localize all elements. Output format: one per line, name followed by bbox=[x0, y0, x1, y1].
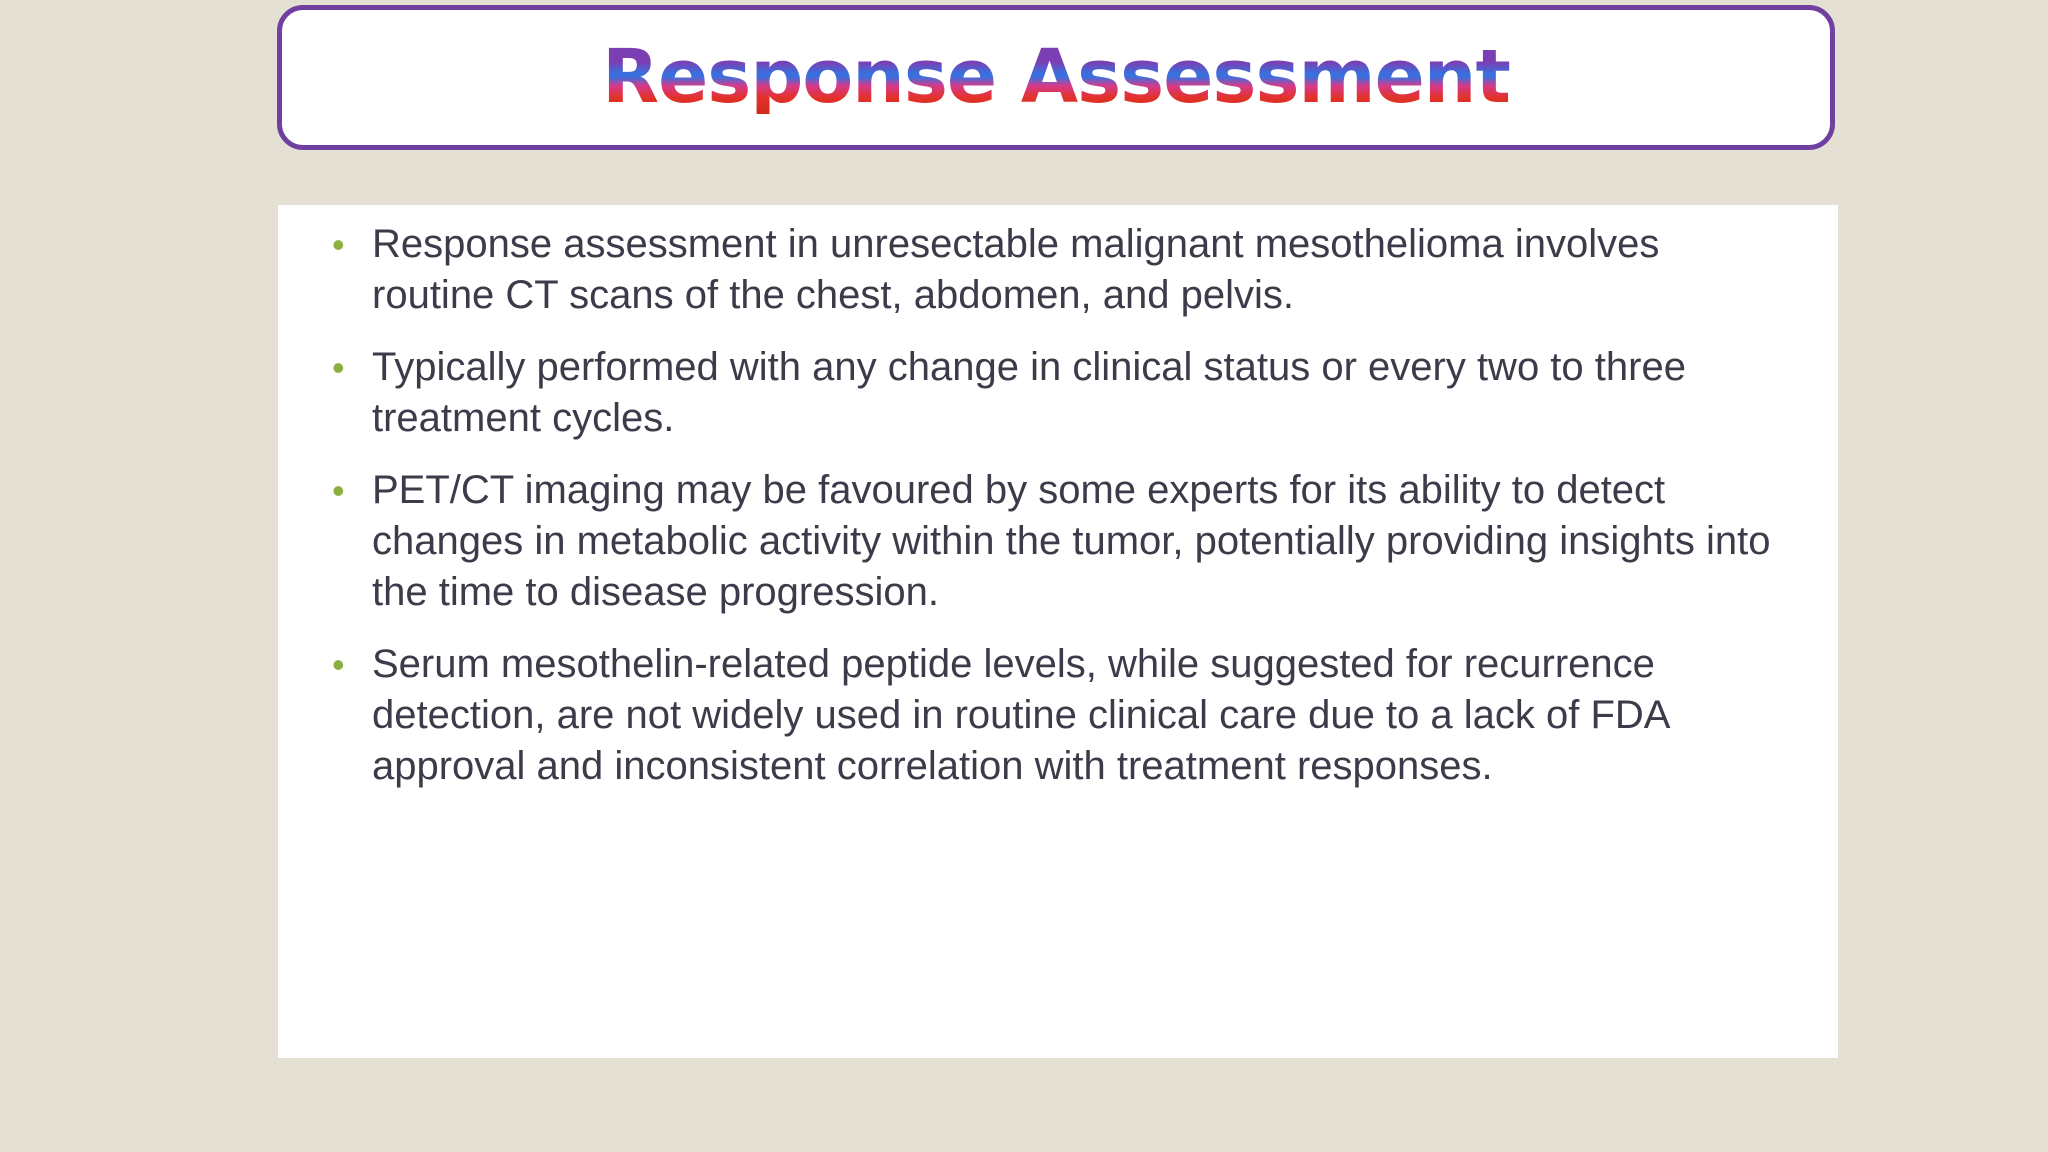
bullet-item bbox=[332, 639, 1778, 792]
bullet-list bbox=[332, 219, 1778, 792]
bullet-dot-icon: • bbox=[332, 470, 345, 511]
bullet-dot-icon: • bbox=[332, 224, 345, 265]
bullet-dot-icon: • bbox=[332, 644, 345, 685]
bullet-item bbox=[332, 342, 1778, 444]
content-box bbox=[278, 205, 1838, 1058]
slide-title: Response Assessment bbox=[602, 33, 1510, 120]
bullet-dot-icon: • bbox=[332, 347, 345, 388]
title-box bbox=[277, 5, 1835, 150]
bullet-text: PET/CT imaging may be favoured by some experts for its ability to detect changes in metabolic activity within the tumor, potentially providing insights into the time to disease progression. bbox=[372, 468, 1771, 614]
bullet-text: Serum mesothelin-related peptide levels, while suggested for recurrence detection, are not widely used in routine clinical care due to a lack of FDA approval and inconsistent correlation with treatment responses. bbox=[372, 642, 1669, 788]
bullet-item bbox=[332, 219, 1778, 321]
bullet-text: Response assessment in unresectable malignant mesothelioma involves routine CT scans of the chest, abdomen, and pelvis. bbox=[372, 222, 1660, 317]
bullet-text: Typically performed with any change in clinical status or every two to three treatment cycles. bbox=[372, 345, 1686, 440]
bullet-item bbox=[332, 465, 1778, 618]
